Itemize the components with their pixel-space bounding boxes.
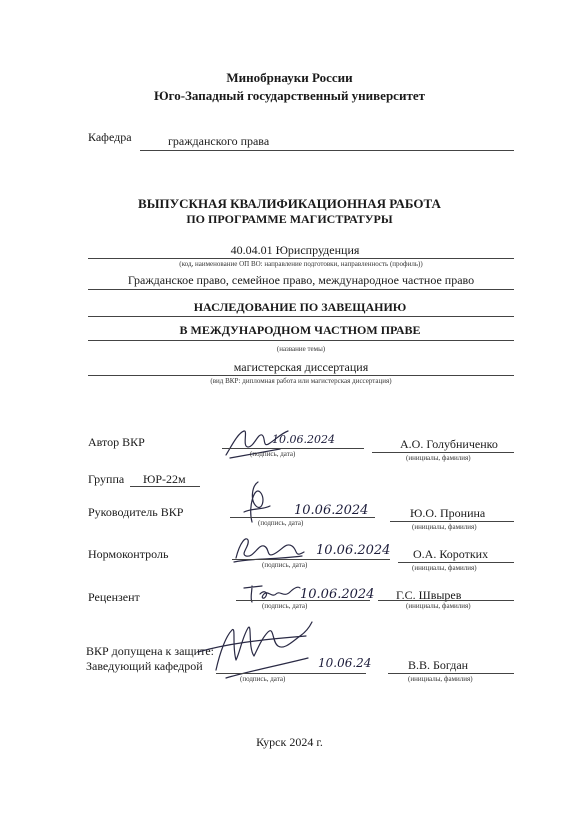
normcontrol-label: Нормоконтроль [88, 547, 169, 561]
supervisor-sig-caption: (подпись, дата) [258, 519, 304, 527]
group-value: ЮР-22м [143, 472, 186, 486]
reviewer-name-caption: (инициалы, фамилия) [406, 602, 471, 610]
department-underline [140, 150, 514, 151]
supervisor-date: 10.06.2024 [294, 503, 369, 518]
program-profile: Гражданское право, семейное право, международное частное право [127, 273, 475, 287]
author-sig-line [222, 448, 364, 449]
author-sig-caption: (подпись, дата) [250, 450, 296, 458]
author-label: Автор ВКР [88, 435, 145, 449]
admission-line1: ВКР допущена к защите: [86, 644, 214, 658]
supervisor-label: Руководитель ВКР [88, 505, 184, 519]
work-type-line1: ВЫПУСКНАЯ КВАЛИФИКАЦИОННАЯ РАБОТА [138, 196, 441, 211]
work-type-line2: ПО ПРОГРАММЕ МАГИСТРАТУРЫ [186, 212, 393, 226]
program-code: 40.04.01 Юриспруденция [230, 243, 360, 257]
admission-line2: Заведующий кафедрой [86, 659, 203, 673]
admission-date: 10.06.24 [318, 656, 372, 670]
topic-line2: В МЕЖДУНАРОДНОМ ЧАСТНОМ ПРАВЕ [179, 323, 421, 337]
author-name-line [372, 452, 514, 453]
normcontrol-date: 10.06.2024 [316, 543, 391, 558]
vkr-kind-underline [88, 375, 514, 376]
vkr-kind-caption: (вид ВКР: дипломная работа или магистерская диссертация) [210, 377, 392, 385]
reviewer-label: Рецензент [88, 590, 140, 604]
reviewer-sig-caption: (подпись, дата) [262, 602, 308, 610]
supervisor-name-line [390, 521, 514, 522]
normcontrol-name: О.А. Коротких [413, 547, 489, 561]
author-date: 10.06.2024 [272, 433, 335, 446]
author-name: А.О. Голубниченко [400, 437, 498, 451]
admission-sig-caption: (подпись, дата) [240, 675, 286, 683]
admission-signature-icon [196, 612, 316, 682]
supervisor-name: Ю.О. Пронина [410, 506, 486, 520]
reviewer-name-line [378, 600, 514, 601]
program-profile-underline [88, 289, 514, 290]
reviewer-sig-line [236, 600, 370, 601]
admission-name: В.В. Богдан [408, 658, 469, 672]
topic-caption: (название темы) [276, 345, 326, 353]
topic-line2-underline [88, 340, 514, 341]
normcontrol-sig-line [232, 559, 390, 560]
group-label: Группа [88, 472, 125, 486]
ministry-title: Минобрнауки России [226, 70, 353, 85]
group-underline [130, 486, 200, 487]
topic-line1-underline [88, 316, 514, 317]
city-year: Курск 2024 г. [256, 735, 323, 749]
reviewer-name: Г.С. Швырев [396, 588, 462, 602]
normcontrol-sig-caption: (подпись, дата) [262, 561, 308, 569]
supervisor-name-caption: (инициалы, фамилия) [412, 523, 477, 531]
author-name-caption: (инициалы, фамилия) [406, 454, 471, 462]
admission-sig-line [216, 673, 366, 674]
department-value: гражданского права [168, 134, 270, 148]
department-label: Кафедра [88, 130, 132, 144]
topic-line1: НАСЛЕДОВАНИЕ ПО ЗАВЕЩАНИЮ [193, 300, 407, 314]
supervisor-sig-line [230, 517, 375, 518]
vkr-kind-value: магистерская диссертация [233, 360, 369, 374]
program-code-underline [88, 258, 514, 259]
reviewer-date: 10.06.2024 [300, 587, 375, 602]
university-title: Юго-Западный государственный университет [154, 88, 425, 103]
admission-name-line [388, 673, 514, 674]
admission-name-caption: (инициалы, фамилия) [408, 675, 473, 683]
normcontrol-name-caption: (инициалы, фамилия) [412, 564, 477, 572]
program-code-caption: (код, наименование ОП ВО: направление подготовки, направленность (профиль)) [179, 260, 423, 268]
normcontrol-name-line [398, 562, 514, 563]
